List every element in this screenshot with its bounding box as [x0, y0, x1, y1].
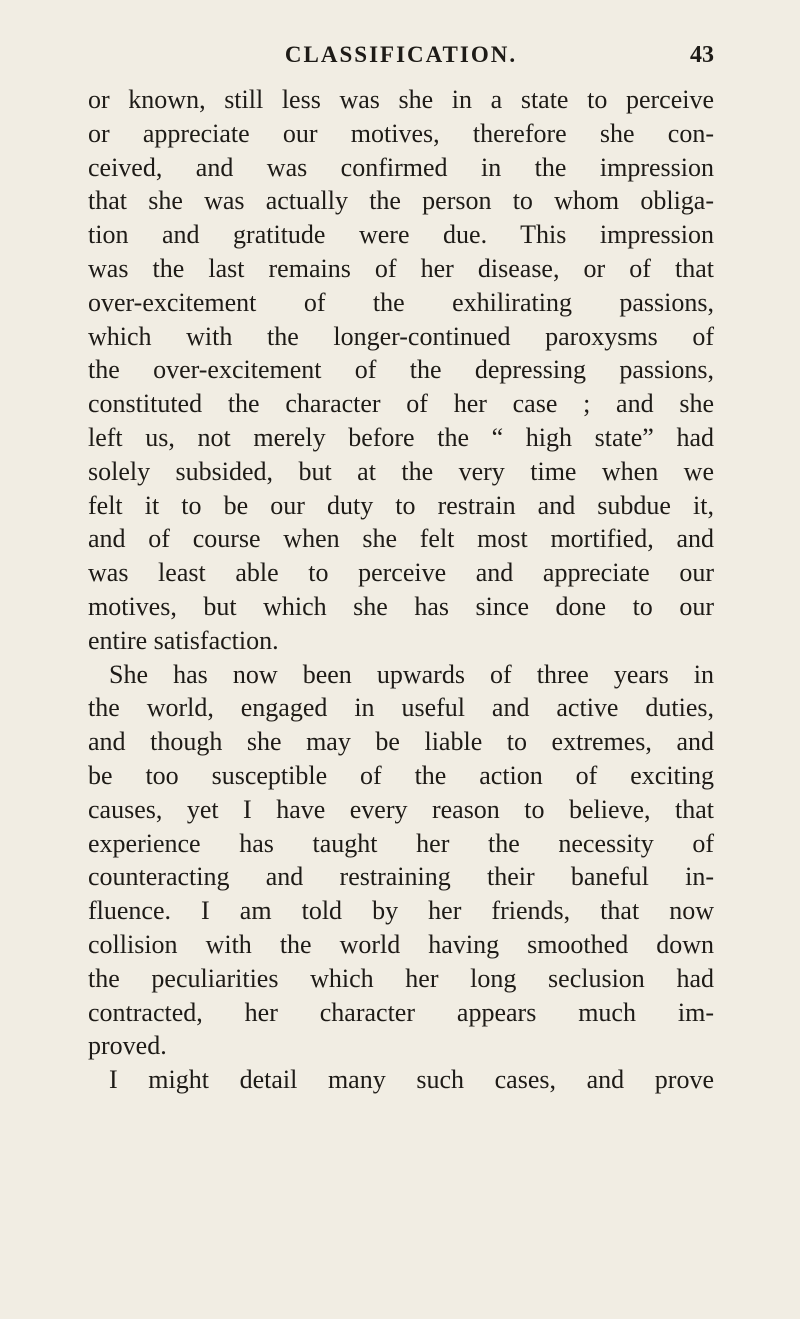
text-line: fluence. I am told by her friends, that now — [88, 896, 714, 926]
text-line: causes, yet I have every reason to believe, that — [88, 794, 714, 824]
text-line: solely subsided, but at the very time when we — [88, 456, 714, 486]
text-line: ceived, and was confirmed in the impression — [88, 152, 714, 182]
running-head — [88, 42, 714, 76]
text-line: experience has taught her the necessity of — [88, 828, 714, 858]
text-line: tion and gratitude were due. This impression — [88, 220, 714, 250]
text-line: collision with the world having smoothed down — [88, 929, 714, 959]
text-line: the peculiarities which her long seclusion had — [88, 963, 714, 993]
paragraph-end-line: proved. — [88, 1031, 167, 1061]
text-line: left us, not merely before the “ high state” had — [88, 422, 714, 452]
text-line: or appreciate our motives, therefore she con- — [88, 118, 714, 148]
body-text — [88, 83, 714, 1097]
paragraph-first-line: I might detail many such cases, and prove — [109, 1065, 714, 1095]
text-line: was least able to perceive and appreciate our — [88, 558, 714, 588]
text-line: which with the longer-continued paroxysms of — [88, 321, 714, 351]
text-line: counteracting and restraining their baneful in- — [88, 862, 714, 892]
text-line: the over-excitement of the depressing passions, — [88, 355, 714, 385]
text-line: over-excitement of the exhilirating passions, — [88, 287, 714, 317]
text-line: motives, but which she has since done to our — [88, 591, 714, 621]
paragraph-first-line: She has now been upwards of three years in — [109, 659, 714, 689]
text-line: felt it to be our duty to restrain and subdue it, — [88, 490, 714, 520]
page-number: 43 — [690, 42, 714, 68]
text-line: the world, engaged in useful and active duties, — [88, 693, 714, 723]
text-line: and though she may be liable to extremes, and — [88, 727, 714, 757]
text-line: constituted the character of her case ; and she — [88, 389, 714, 419]
text-line: contracted, her character appears much im- — [88, 997, 714, 1027]
text-line: and of course when she felt most mortified, and — [88, 524, 714, 554]
text-line: that she was actually the person to whom obliga- — [88, 186, 714, 216]
text-line: or known, still less was she in a state to perceive — [88, 85, 714, 114]
text-line: was the last remains of her disease, or of that — [88, 253, 714, 283]
running-title: CLASSIFICATION. — [284, 42, 518, 67]
text-line: be too susceptible of the action of exciting — [88, 760, 714, 790]
paragraph-end-line: entire satisfaction. — [88, 625, 279, 655]
